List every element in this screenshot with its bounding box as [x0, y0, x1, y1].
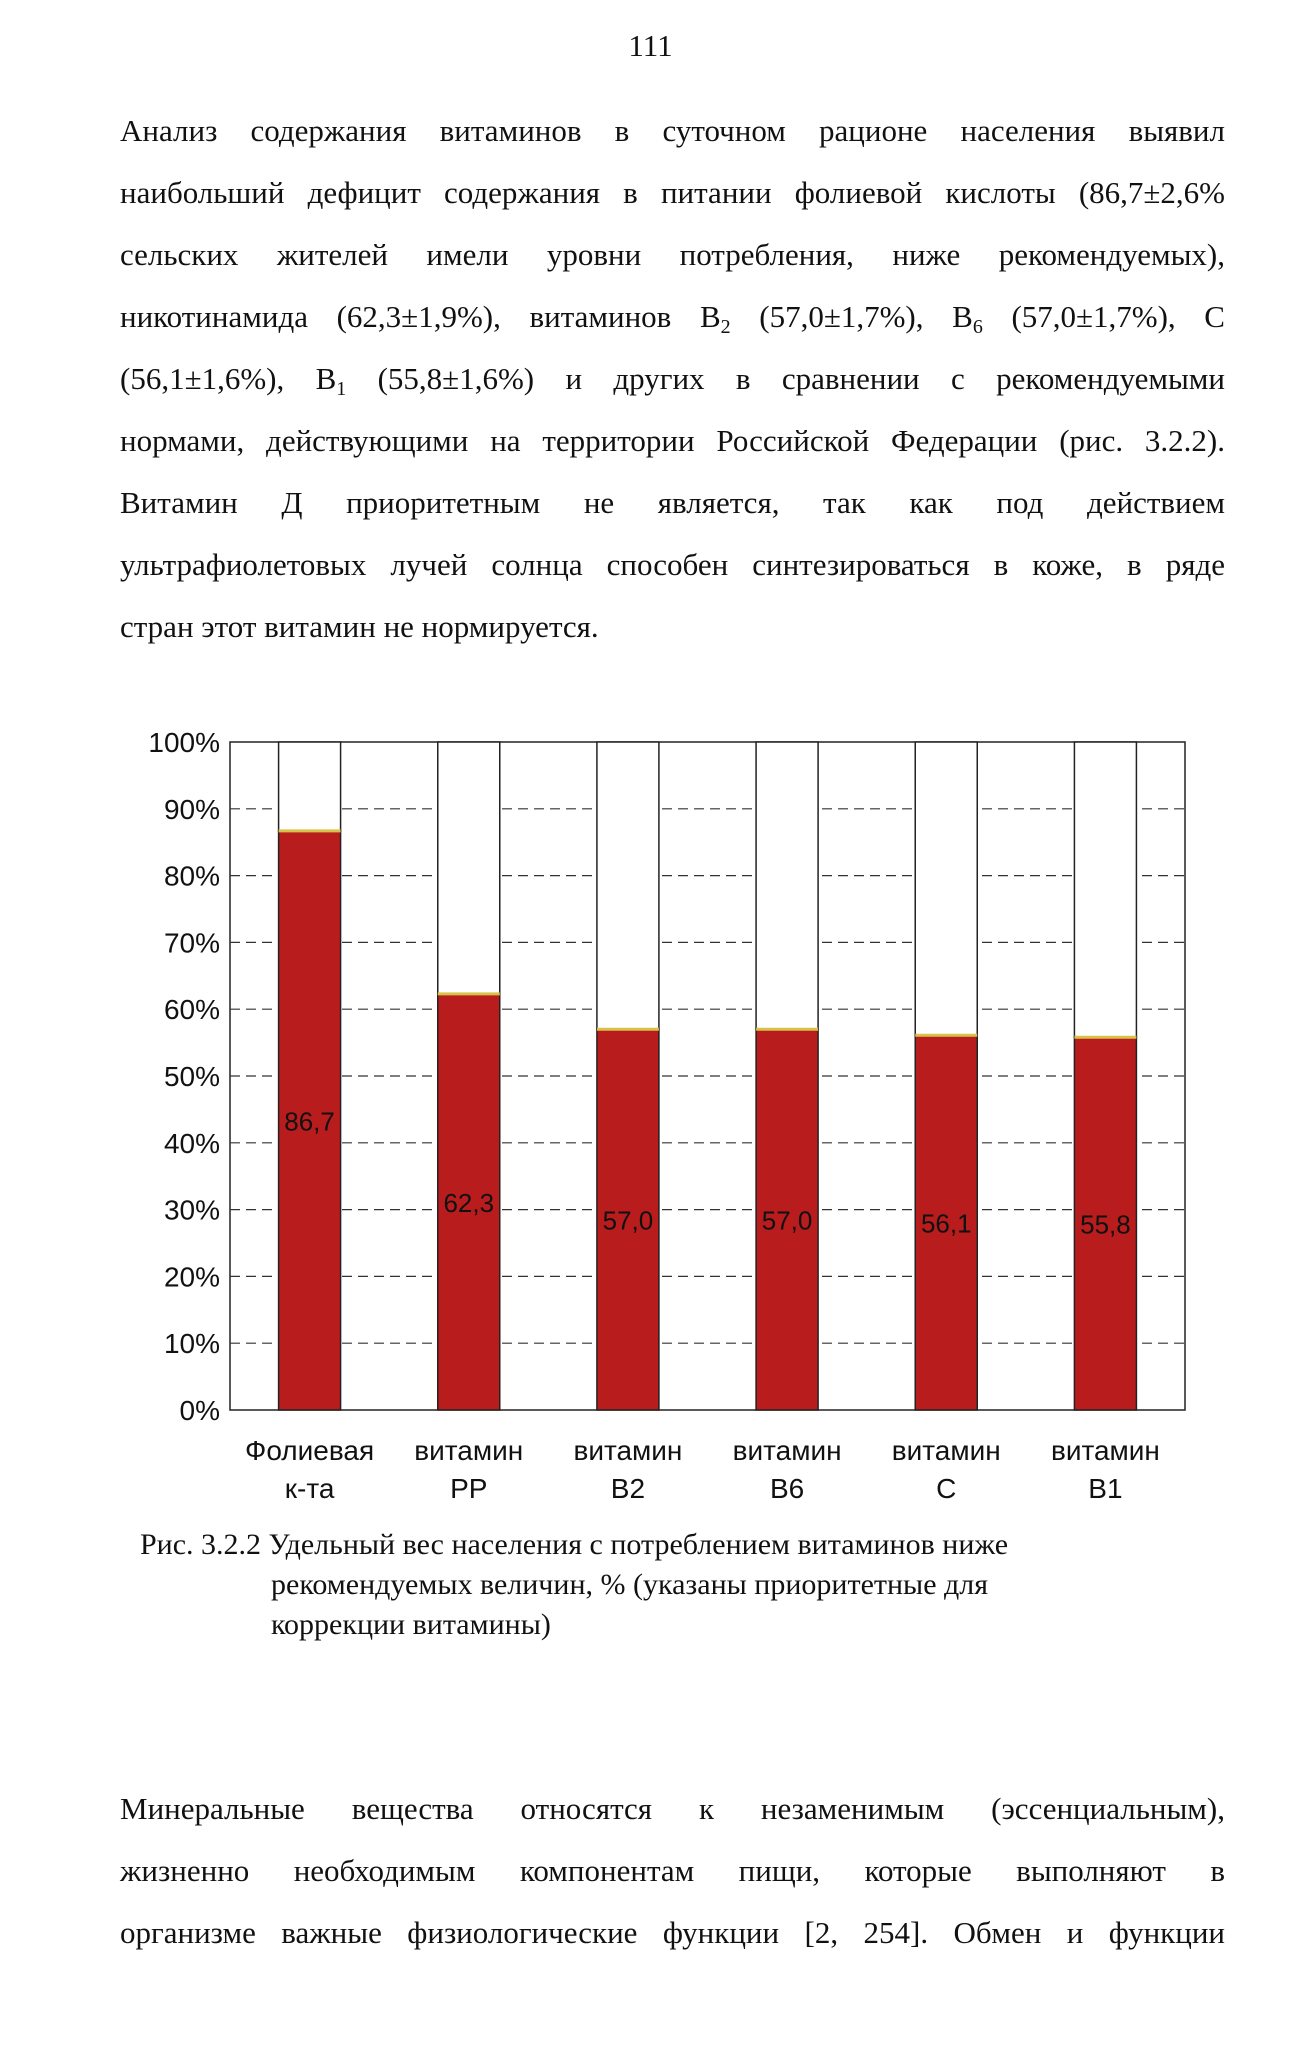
text-line: ультрафиолетовых лучей солнца способен синтезироваться в коже, в ряде — [120, 547, 1225, 582]
subscript: 2 — [720, 316, 731, 338]
text-fragment: (57,0±1,7%), В — [730, 299, 973, 334]
text-fragment: (56,1±1,6%), В — [120, 361, 337, 396]
data-label: 86,7 — [284, 1106, 335, 1137]
plot-frame — [230, 742, 1185, 1410]
bar-remainder — [756, 742, 818, 1029]
y-tick-label: 0% — [179, 1395, 220, 1426]
bar-remainder — [597, 742, 659, 1029]
chart-grid — [230, 742, 1185, 1410]
text-line — [120, 286, 1225, 348]
bar-remainder — [279, 742, 341, 831]
bar-remainder — [1074, 742, 1136, 1037]
text-line: организме важные физиологические функции [2, 254]. Обмен и функции — [120, 1915, 1225, 1950]
text-fragment: никотинамида (62,3±1,9%), витаминов В — [120, 299, 721, 334]
text-line: Минеральные вещества относятся к незаменимым (эссенциальным), — [120, 1791, 1225, 1826]
text-line: нормами, действующими на территории Российской Федерации (рис. 3.2.2). — [120, 423, 1225, 458]
y-tick-label: 70% — [163, 927, 220, 959]
text-line: жизненно необходимым компонентам пищи, которые выполняют в — [120, 1853, 1225, 1888]
y-tick-label: 100% — [148, 727, 220, 758]
x-tick-label: PP — [450, 1473, 488, 1504]
x-tick-label: витамин — [414, 1435, 524, 1466]
figure-caption — [140, 1525, 1200, 1645]
subscript: 1 — [336, 378, 347, 400]
x-tick-label: B2 — [610, 1473, 646, 1504]
text-line: Витамин Д приоритетным не является, так как под действием — [120, 485, 1225, 520]
text-line: Анализ содержания витаминов в суточном рационе населения выявил — [120, 113, 1225, 148]
x-tick-label: B1 — [1088, 1473, 1123, 1504]
caption-line: рекомендуемых величин, % (указаны приоритетные для — [271, 1568, 989, 1601]
vitamin-deficit-chart — [90, 720, 1210, 1520]
x-tick-label: витамин — [891, 1435, 1001, 1466]
bar-remainder — [438, 742, 500, 994]
data-label: 55,8 — [1080, 1209, 1131, 1240]
y-tick-label: 80% — [163, 860, 220, 892]
text-line: наибольший дефицит содержания в питании фолиевой кислоты (86,7±2,6% — [120, 175, 1225, 210]
x-tick-label: витамин — [1050, 1435, 1160, 1466]
data-label: 56,1 — [920, 1208, 972, 1239]
page-number: 111 — [628, 28, 673, 63]
text-fragment: (57,0±1,7%), С — [982, 299, 1225, 334]
x-tick-label: к-та — [284, 1473, 335, 1504]
y-tick-label: 20% — [163, 1261, 220, 1293]
text-fragment: (55,8±1,6%) и других в сравнении с рекомендуемыми — [346, 361, 1225, 396]
x-tick-label: C — [936, 1473, 957, 1504]
y-tick-label: 40% — [163, 1127, 220, 1159]
x-tick-label: витамин — [573, 1435, 683, 1466]
caption-line: Рис. 3.2.2 Удельный вес населения с потреблением витаминов ниже — [140, 1528, 1009, 1561]
data-label: 57,0 — [602, 1205, 654, 1236]
x-tick-label: B6 — [769, 1473, 805, 1504]
paragraph-vitamins — [120, 100, 1225, 658]
y-tick-label: 90% — [163, 793, 220, 825]
y-tick-label: 30% — [163, 1194, 220, 1226]
subscript: 6 — [972, 316, 983, 338]
text-line: сельских жителей имели уровни потребления, ниже рекомендуемых), — [120, 237, 1225, 272]
text-line — [120, 348, 1225, 410]
x-tick-label: Фолиевая — [245, 1435, 375, 1466]
paragraph-minerals — [120, 1778, 1225, 1964]
text-line: стран этот витамин не нормируется. — [120, 609, 599, 644]
data-label: 57,0 — [761, 1205, 813, 1236]
caption-line: коррекции витамины) — [271, 1608, 551, 1641]
y-tick-label: 10% — [163, 1328, 220, 1360]
x-tick-label: витамин — [732, 1435, 842, 1466]
y-tick-label: 50% — [163, 1061, 220, 1092]
data-label: 62,3 — [443, 1187, 495, 1218]
bar-remainder — [915, 742, 977, 1035]
y-tick-label: 60% — [163, 994, 220, 1026]
